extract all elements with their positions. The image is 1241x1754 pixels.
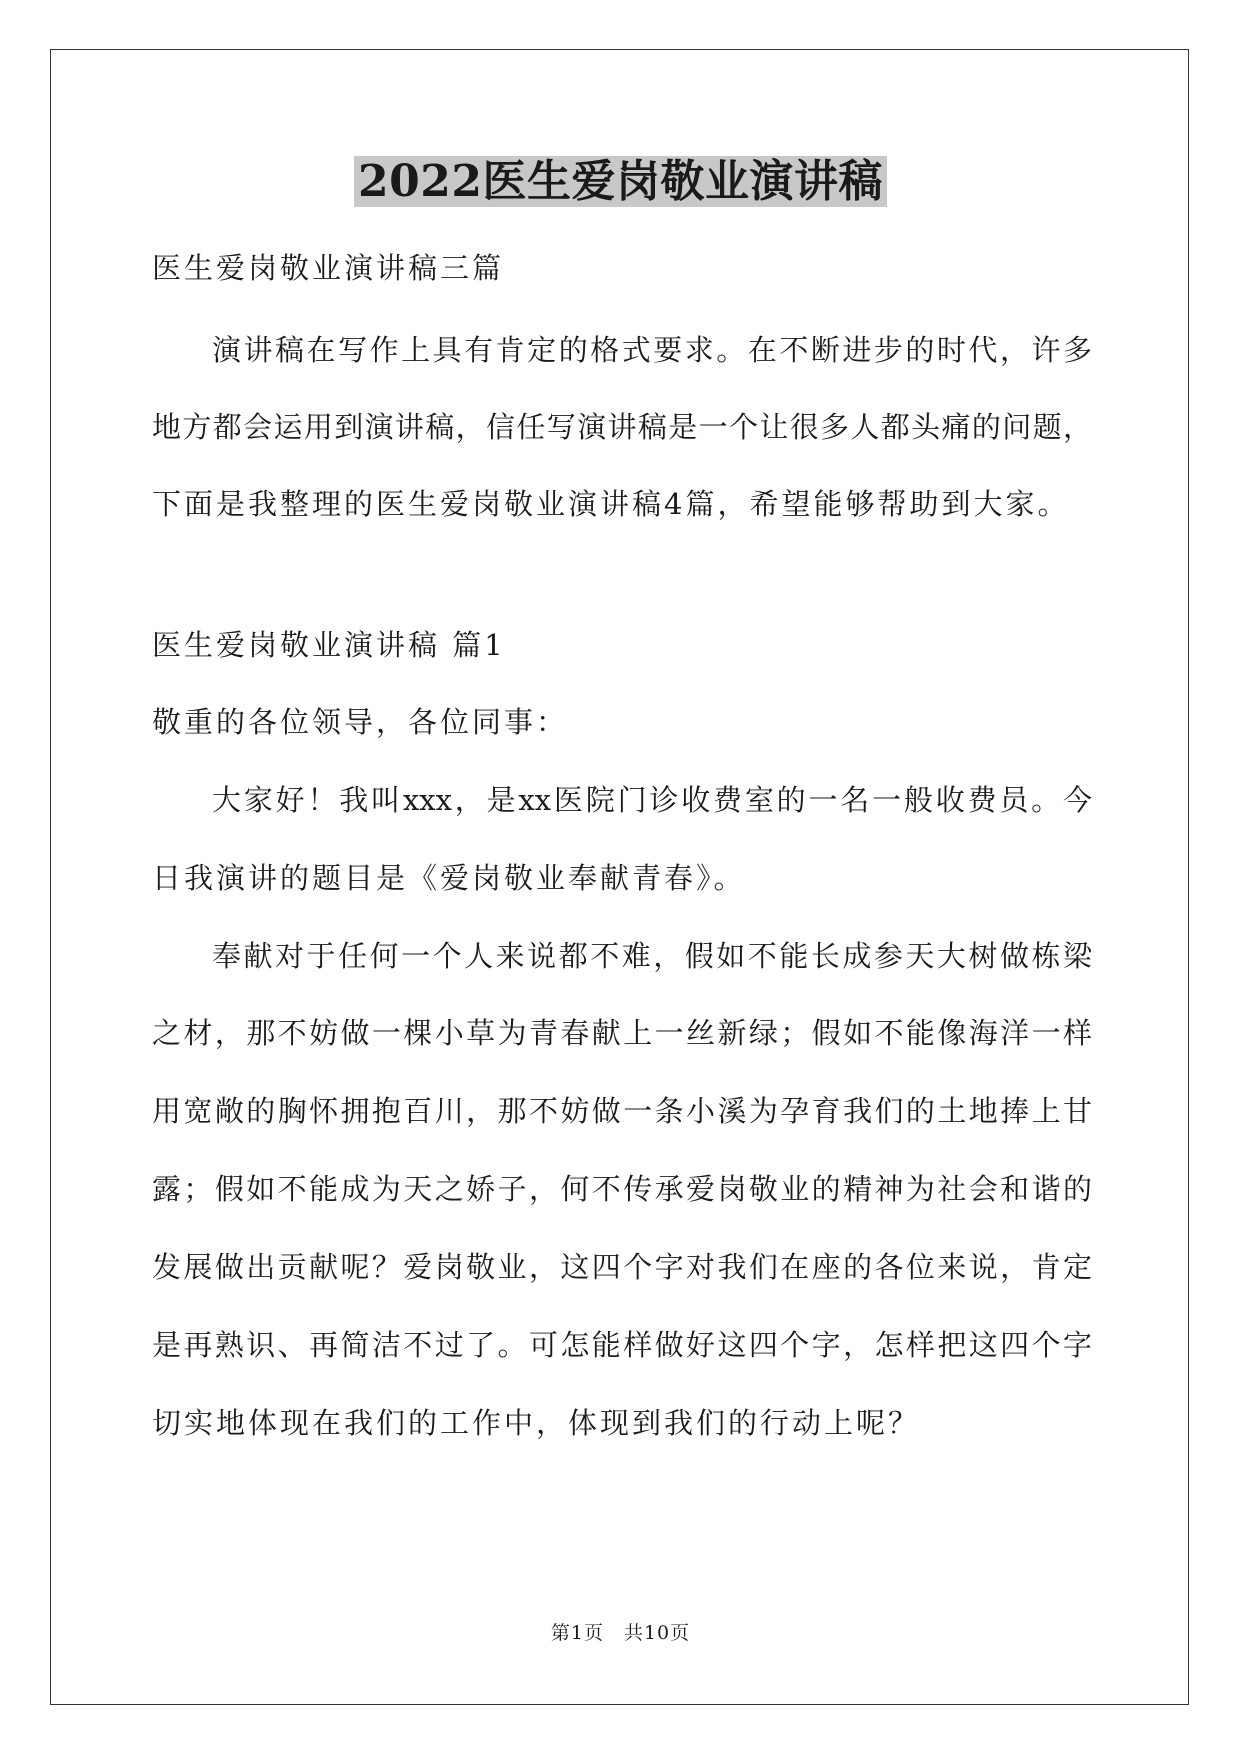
paragraph-line: 发展做出贡献呢？爱岗敬业，这四个字对我们在座的各位来说，肯定 — [152, 1250, 1092, 1284]
subtitle-line: 医生爱岗敬业演讲稿三篇 — [152, 251, 505, 285]
paragraph-line: 演讲稿在写作上具有肯定的格式要求。在不断进步的时代，许多 — [212, 333, 1092, 367]
paragraph-line: 之材，那不妨做一棵小草为青春献上一丝新绿；假如不能像海洋一样 — [152, 1016, 1092, 1050]
page-number-footer: 第1页 共10页 — [550, 1622, 691, 1644]
section-heading: 医生爱岗敬业演讲稿 篇1 — [152, 628, 506, 662]
paragraph-line: 下面是我整理的医生爱岗敬业演讲稿4篇，希望能够帮助到大家。 — [152, 487, 1070, 521]
document-title — [0, 152, 1241, 212]
paragraph-line: 露；假如不能成为天之娇子，何不传承爱岗敬业的精神为社会和谐的 — [152, 1172, 1092, 1206]
paragraph-line: 用宽敞的胸怀拥抱百川，那不妨做一条小溪为孕育我们的土地捧上甘 — [152, 1094, 1092, 1128]
salutation-line: 敬重的各位领导，各位同事： — [152, 705, 569, 739]
document-title-text: 2022医生爱岗敬业演讲稿 — [354, 156, 887, 207]
paragraph-line: 是再熟识、再简洁不过了。可怎能样做好这四个字，怎样把这四个字 — [152, 1328, 1092, 1362]
paragraph-line: 切实地体现在我们的工作中，体现到我们的行动上呢？ — [152, 1406, 921, 1440]
paragraph-line: 地方都会运用到演讲稿，信任写演讲稿是一个让很多人都头痛的问题， — [152, 410, 1092, 444]
paragraph-line: 日我演讲的题目是《爱岗敬业奉献青春》。 — [152, 861, 746, 895]
paragraph-line: 奉献对于任何一个人来说都不难，假如不能长成参天大树做栋梁 — [212, 939, 1092, 973]
paragraph-line: 大家好！我叫xxx，是xx医院门诊收费室的一名一般收费员。今 — [212, 783, 1092, 817]
